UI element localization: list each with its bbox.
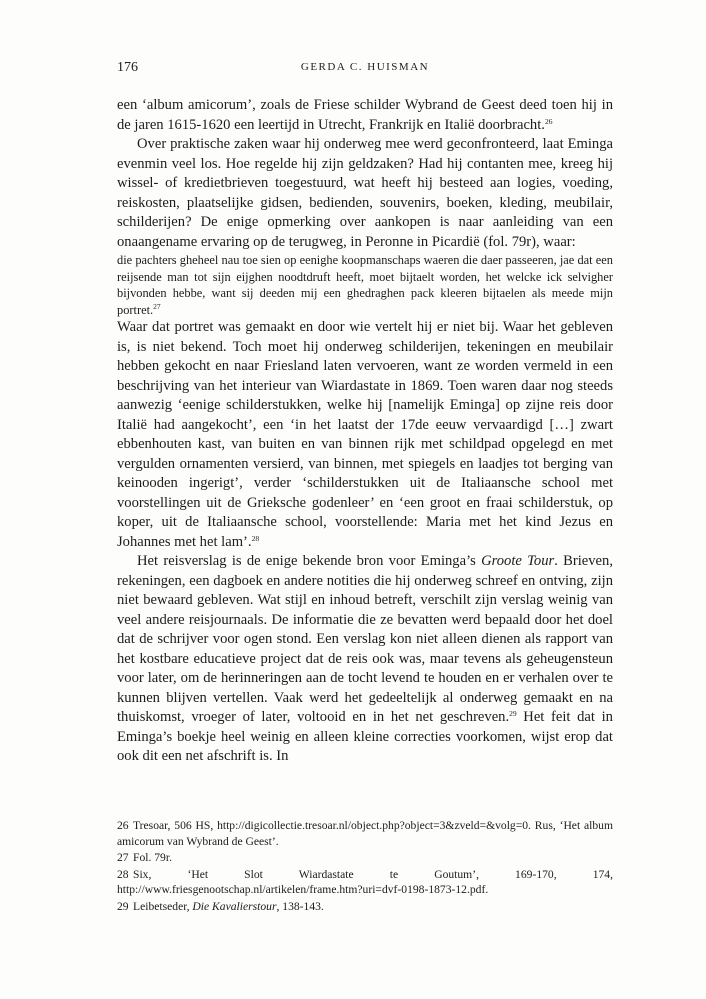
footnote-number: 26 — [117, 819, 129, 832]
page-header — [117, 60, 613, 80]
page-number: 176 — [117, 60, 138, 75]
footnote-ref[interactable]: 27 — [153, 301, 161, 311]
footnote-number: 28 — [117, 867, 129, 881]
italic-title: Die Kavalierstour — [192, 899, 277, 913]
paragraph: Over praktische zaken waar hij onderweg mee werd geconfronteerd, laat Eminga evenmin veel los. Hoe regelde hij zijn geldzaken? Had hij contanten mee, kreeg hij wissel- of kredietbrieven toegestuurd, wat heeft hij besteed aan logies, voeding, reiskosten, plaatselijke gidsen, bedienden, souvenirs, boeken, kleding, meubilair, schilderijen? De enige opmerking over aankopen is naar aanleiding van een onaangename ervaring op de terugweg, in Peronne in Picardië (fol. 79r), waar: — [117, 136, 613, 250]
footnote: 27 Fol. 79r. — [117, 851, 172, 864]
italic-title: Groote Tour — [481, 553, 555, 570]
footnote-number: 29 — [117, 899, 129, 913]
running-head: GERDA C. HUISMAN — [300, 61, 430, 73]
footnote: 28 Six, ‘Het Slot Wiardastate te Goutum’, 169-170, 174, http://www.friesgenootschap.nl/artikelen/frame.htm?uri=dvf-0198-1873-12.pdf. — [117, 867, 613, 896]
footnote-number: 27 — [117, 851, 129, 864]
paragraph: Het reisverslag is de enige bekende bron voor Eminga’s Groote Tour. Brieven, rekeningen, een dagboek en andere notities die hij onderweg schreef en ontving, zijn niet bewaard gebleven. Wat stijl en inhoud betreft, verschilt zijn verslag weinig van veel andere reisjournaals. De informatie die ze bevatten werd bepaald door het doel dat de schrijver voor ogen stond. Een verslag kon niet alleen dienen als rapport van het kostbare educatieve project dat de reis ook was, maar tevens als geheugensteun voor later, om de herinneringen aan de tocht levend te houden en er verhalen over te kunnen blijven vertellen. Vaak werd het gedeeltelijk al onderweg gemaakt en na thuiskomst, vroeger of later, voltooid en in het net geschreven.$^{29}$ Het feit dat in Eminga’s boekje heel weinig en alleen kleine correcties voorkomen, wijst erop dat ook dit een net afschrift is. In — [117, 553, 613, 765]
footnote-ref[interactable]: 28 — [251, 533, 260, 543]
footnote: 26 Tresoar, 506 HS, http://digicollectie.tresoar.nl/object.php?object=3&zveld=&volg=0. Rus, ‘Het album amicorum van Wybrand de Geest’. — [117, 819, 613, 848]
footnotes — [117, 818, 613, 915]
paragraph: Waar dat portret was gemaakt en door wie vertelt hij er niet bij. Waar het gebleven is, is niet bekend. Toch moet hij onderweg schilderijen, tekeningen en meubilair hebben gekocht en naar Friesland laten vervoeren, want ze worden vermeld in een beschrijving van het interieur van Wiardastate in 1869. Toen waren daar nog steeds aanwezig ‘eenige schilderstukken, welke hij [namelijk Eminga] op zijne reis door Italië had aangekocht’, een ‘in het laatst der 17de eeuw vervaardigd […] zwart ebbenhouten kast, van buiten en van binnen rijk met schildpad opgelegd en met vergulden ornamenten versierd, van binnen, met spiegels en laadjes tot berging van keinooden ingerigt’, verder ‘schilderstukken uit de Italiaansche school met voorstellingen uit de Grieksche godenleer’ en ‘een groot en fraai schilderstuk, op koper, uit de Italiaansche school, voorstellende: Maria met het kind Jezus en Johannes met het lam’.$^{28}$ — [117, 319, 613, 550]
footnote-ref[interactable]: 26 — [544, 116, 553, 126]
footnote-ref[interactable]: 29 — [509, 709, 517, 719]
footnote: 29 Leibetseder, Die Kavalierstour, 138-143. — [117, 899, 324, 913]
body-text — [117, 96, 613, 767]
block-quote: die pachters gheheel nau toe sien op eenighe koopmanschaps waeren die daer passeeren, jae dat een reijsende man tot sijn eijghen noodtdruft heeft, moet bijtaelt worden, het welcke ick selvigher bijvonden hebbe, want sij deeden mij een ghedraghen pack kleeren bijtaelen als meede mijn portret.$^{27}$ — [117, 253, 613, 317]
paragraph: een ‘album amicorum’, zoals de Friese schilder Wybrand de Geest deed toen hij in de jaren 1615-1620 een leertijd in Utrecht, Frankrijk en Italië doorbracht.$^{26}$ — [117, 97, 613, 133]
